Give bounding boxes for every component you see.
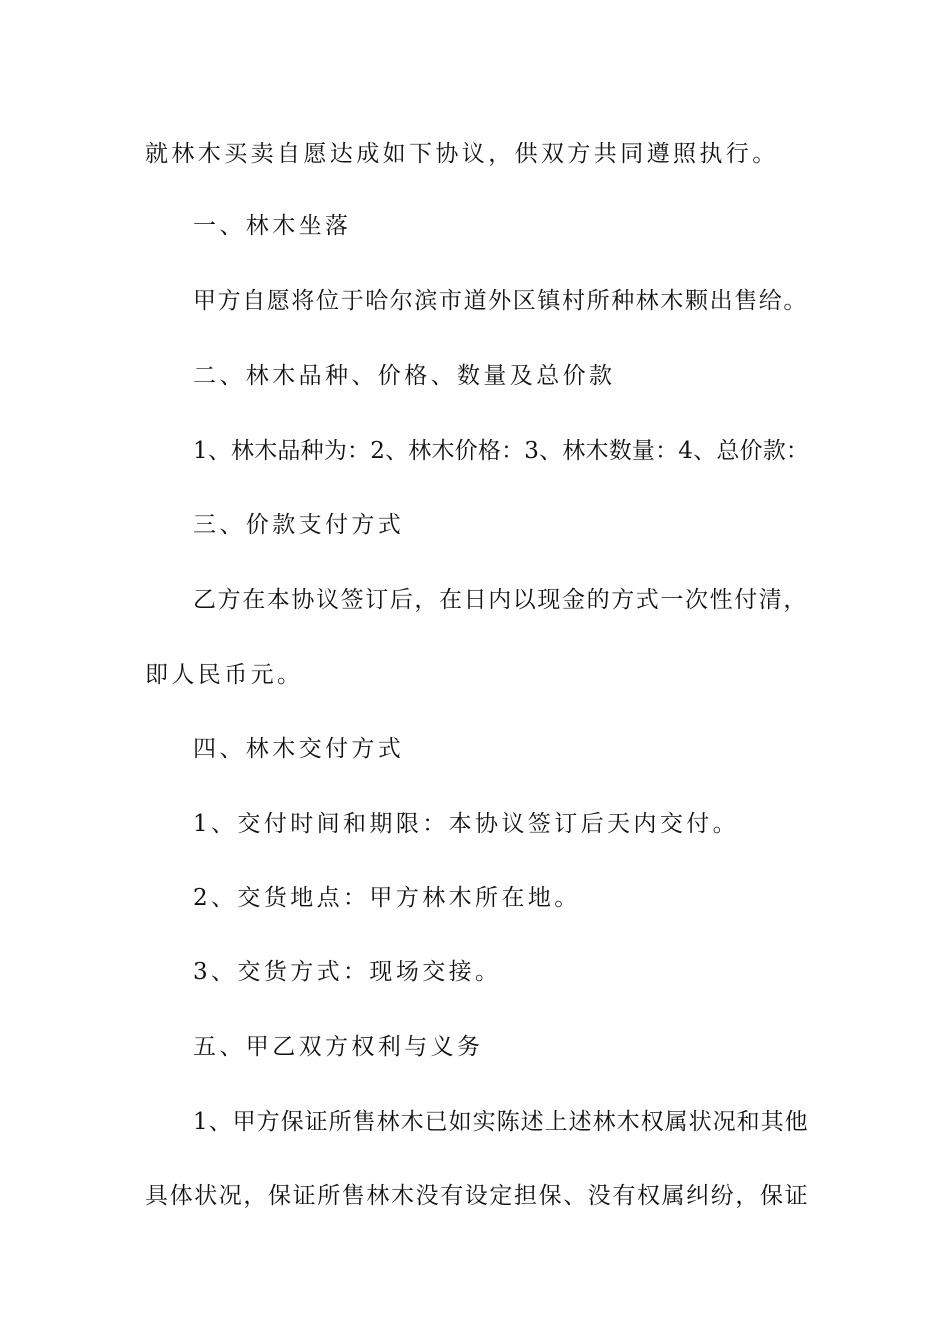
paragraph-line: 1、交付时间和期限：本协议签订后天内交付。 — [193, 811, 740, 837]
paragraph-line: 1、林木品种为：2、林木价格：3、林木数量：4、总价款： — [193, 438, 810, 464]
paragraph-line: 3、交货方式：现场交接。 — [193, 959, 502, 985]
section-heading: 一、林木坐落 — [193, 213, 352, 239]
paragraph-line: 甲方自愿将位于哈尔滨市道外区镇村所种林木颗出售给。 — [193, 288, 808, 314]
paragraph-line: 具体状况，保证所售林木没有设定担保、没有权属纠纷，保证 — [145, 1183, 810, 1209]
paragraph-line: 2、交货地点：甲方林木所在地。 — [193, 885, 581, 911]
section-heading: 五、甲乙双方权利与义务 — [193, 1034, 484, 1060]
paragraph-line: 乙方在本协议签订后，在日内以现金的方式一次性付清， — [193, 587, 808, 613]
section-heading: 三、价款支付方式 — [193, 512, 405, 538]
section-heading: 四、林木交付方式 — [193, 736, 405, 762]
section-heading: 二、林木品种、价格、数量及总价款 — [193, 363, 616, 389]
paragraph-line: 1、甲方保证所售林木已如实陈述上述林木权属状况和其他 — [193, 1109, 809, 1135]
paragraph-line: 即人民币元。 — [145, 662, 304, 688]
paragraph-line: 就林木买卖自愿达成如下协议，供双方共同遵照执行。 — [145, 141, 779, 167]
